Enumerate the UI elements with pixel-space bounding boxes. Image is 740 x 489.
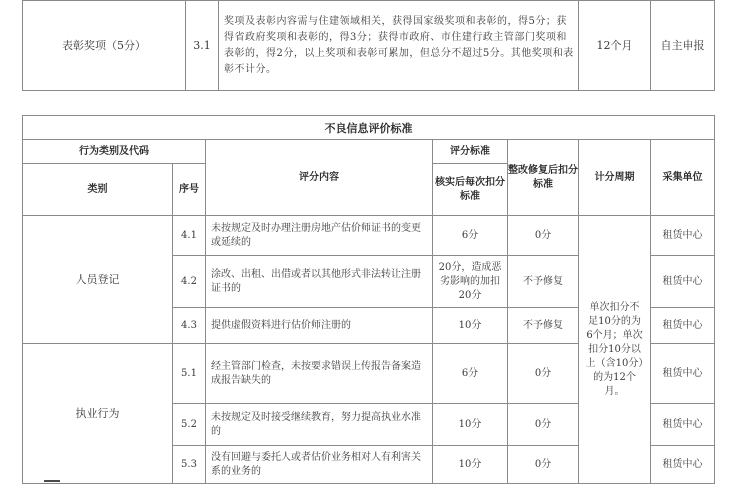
- row-code: 4.2: [173, 256, 206, 308]
- row-unit: 租赁中心: [651, 308, 715, 344]
- group-category: 人员登记: [23, 216, 173, 344]
- header-row-1: [23, 140, 715, 164]
- period-cell: 单次扣分不足10分的为6个月；单次扣分10分以上（含10分）的为12个月。: [579, 216, 651, 484]
- row-unit: 租赁中心: [651, 256, 715, 308]
- header-seq: 序号: [173, 164, 206, 216]
- row-code: 5.1: [173, 344, 206, 404]
- table-row: [23, 216, 715, 256]
- row-unit: 租赁中心: [651, 404, 715, 446]
- row-code: 5.3: [173, 446, 206, 484]
- row-rectify: 不予修复: [508, 256, 579, 308]
- row-code: 4.1: [173, 216, 206, 256]
- row-content: 经主管部门检查，未按要求错误上传报告备案造成报告缺失的: [206, 344, 433, 404]
- header-per-deduct: 核实后每次扣分标准: [433, 164, 508, 216]
- row-content: 未按规定及时办理注册房地产估价师证书的变更或延续的: [206, 216, 433, 256]
- row-content: 涂改、出租、出借或者以其他形式非法转让注册证书的: [206, 256, 433, 308]
- header-rectify: 整改修复后扣分标准: [508, 140, 579, 216]
- row-rectify: 不予修复: [508, 308, 579, 344]
- row-deduct: 6分: [433, 344, 508, 404]
- table-title-row: [23, 116, 715, 140]
- row-rectify: 0分: [508, 344, 579, 404]
- row-content: 提供虚假资料进行估价师注册的: [206, 308, 433, 344]
- row-content: 没有回避与委托人或者估价业务相对人有利害关系的业务的: [206, 446, 433, 484]
- header-category: 类别: [23, 164, 173, 216]
- group-category: 执业行为: [23, 344, 173, 484]
- row-rectify: 0分: [508, 446, 579, 484]
- page-mark: [44, 480, 60, 482]
- row-unit: 租赁中心: [651, 446, 715, 484]
- row-deduct: 20分，造成恶劣影响的加扣20分: [433, 256, 508, 308]
- row-unit: 租赁中心: [651, 216, 715, 256]
- award-unit: 自主申报: [651, 1, 715, 91]
- row-deduct: 10分: [433, 446, 508, 484]
- row-rectify: 0分: [508, 216, 579, 256]
- row-code: 4.3: [173, 308, 206, 344]
- award-code: 3.1: [186, 1, 219, 91]
- header-content: 评分内容: [206, 140, 433, 216]
- row-unit: 租赁中心: [651, 344, 715, 404]
- table-title: 不良信息评价标准: [23, 116, 715, 140]
- award-period: 12个月: [579, 1, 651, 91]
- row-rectify: 0分: [508, 404, 579, 446]
- row-deduct: 6分: [433, 216, 508, 256]
- bad-info-table: [22, 115, 715, 484]
- header-period: 计分周期: [579, 140, 651, 216]
- table-row: [23, 1, 715, 91]
- header-behavior: 行为类别及代码: [23, 140, 206, 164]
- top-table: [22, 0, 715, 91]
- header-score-std: 评分标准: [433, 140, 508, 164]
- header-unit: 采集单位: [651, 140, 715, 216]
- row-code: 5.2: [173, 404, 206, 446]
- row-deduct: 10分: [433, 404, 508, 446]
- award-content: 奖项及表彰内容需与住建领域相关，获得国家级奖项和表彰的，得5分；获得省政府奖项和表彰的，得3分；获得市政府、市住建行政主管部门奖项和表彰的，得2分，以上奖项和表彰可累加，但总分不超过5分。其他奖项和表彰不计分。: [219, 1, 579, 91]
- award-category: 表彰奖项（5分）: [23, 1, 186, 91]
- row-content: 未按规定及时接受继续教育，努力提高执业水准的: [206, 404, 433, 446]
- row-deduct: 10分: [433, 308, 508, 344]
